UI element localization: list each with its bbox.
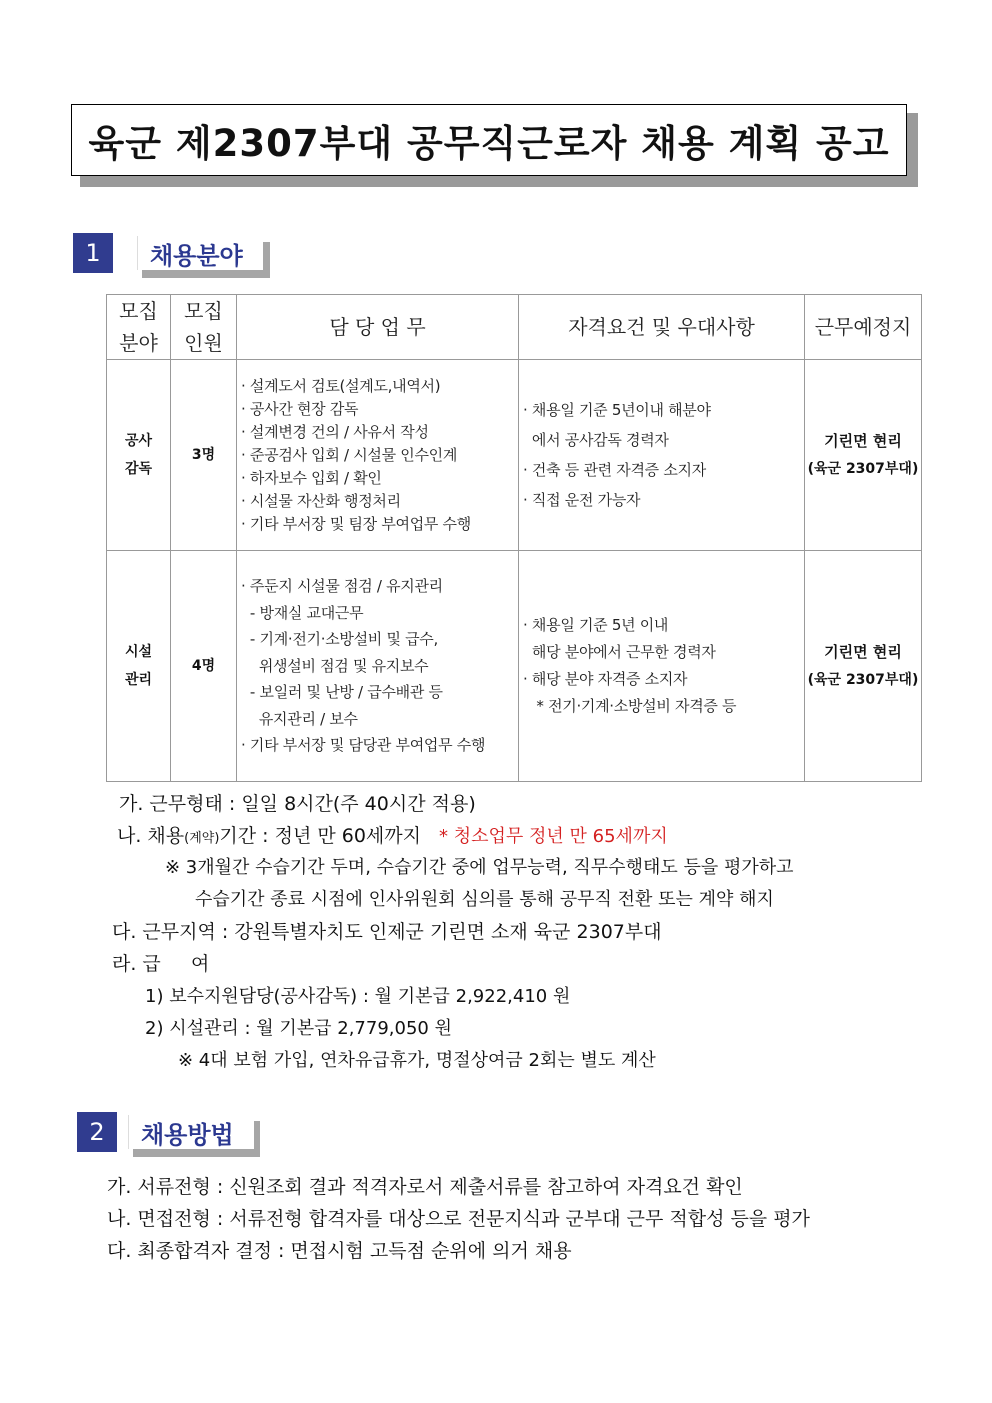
row1-duties	[237, 360, 519, 551]
row1-location-line2: (육군 2307부대)	[807, 461, 919, 477]
section1-number: 1	[73, 233, 113, 273]
section2-number: 2	[77, 1112, 117, 1152]
row2-count: 4명	[171, 551, 237, 782]
list-item: · 채용일 기준 5년이내 해분야	[523, 401, 711, 419]
row1-field	[107, 360, 171, 551]
list-item: · 설계변경 건의 / 사유서 작성	[241, 422, 429, 441]
list-item: · 해당 분야 자격증 소지자	[523, 670, 688, 688]
list-item: · 설계도서 검토(설계도,내역서)	[241, 376, 441, 395]
header-field	[107, 295, 171, 360]
header-location: 근무예정지	[805, 295, 922, 360]
list-item: 유지관리 / 보수	[241, 709, 358, 728]
section2-heading-text: 채용방법	[141, 1120, 234, 1149]
table-row	[107, 551, 922, 782]
note-na-remark2: 수습기간 종료 시점에 인사위원회 심의를 통해 공무직 전환 또는 계약 해지	[195, 889, 774, 910]
table-header-row	[107, 295, 922, 360]
list-item: · 하자보수 입회 / 확인	[241, 468, 382, 487]
row2-field	[107, 551, 171, 782]
title-box	[71, 104, 907, 176]
row1-location-line1: 기린면 현리	[824, 432, 902, 450]
note-ra-1: 1) 보수지원담당(공사감독) : 월 기본급 2,922,410 원	[145, 986, 571, 1007]
header-count-line2: 인원	[184, 331, 223, 355]
page-title: 육군 제2307부대 공무직근로자 채용 계획 공고	[88, 122, 890, 165]
note-na-main: 기간 : 정년 만 60세까지	[219, 825, 421, 847]
section1-heading	[137, 236, 263, 270]
note-na-remark1: ※ 3개월간 수습기간 두며, 수습기간 중에 업무능력, 직무수행태도 등을 평가하고	[165, 857, 794, 878]
header-field-line2: 분야	[119, 331, 158, 355]
row1-requirements	[519, 360, 805, 551]
list-item: - 방재실 교대근무	[241, 603, 364, 622]
note-na	[117, 821, 668, 848]
header-count	[171, 295, 237, 360]
list-item: 해당 분야에서 근무한 경력자	[523, 643, 716, 661]
row2-field-line2: 관리	[124, 672, 153, 688]
list-item: · 준공검사 입회 / 시설물 인수인계	[241, 445, 458, 464]
list-item: - 보일러 및 난방 / 급수배관 등	[241, 683, 443, 702]
method-item-1: 가. 서류전형 : 신원조회 결과 적격자로서 제출서류를 참고하여 자격요건 확인	[107, 1176, 743, 1198]
row1-location	[805, 360, 922, 551]
note-ra-remark: ※ 4대 보험 가입, 연차유급휴가, 명절상여금 2회는 별도 계산	[178, 1050, 656, 1071]
row2-location	[805, 551, 922, 782]
recruitment-table	[106, 294, 922, 782]
header-requirements: 자격요건 및 우대사항	[519, 295, 805, 360]
list-item: · 직접 운전 가능자	[523, 491, 641, 509]
table-row	[107, 360, 922, 551]
row2-requirements	[519, 551, 805, 782]
list-item: * 전기·기계·소방설비 자격증 등	[523, 697, 737, 715]
row1-count: 3명	[171, 360, 237, 551]
list-item: - 기계·전기·소방설비 및 급수,	[241, 630, 438, 649]
row2-location-line2: (육군 2307부대)	[807, 672, 919, 688]
list-item: · 건축 등 관련 자격증 소지자	[523, 461, 706, 479]
list-item: 위생설비 점검 및 유지보수	[241, 656, 429, 675]
method-item-2: 나. 면접전형 : 서류전형 합격자를 대상으로 전문지식과 군부대 근무 적합성 등을 평가	[107, 1208, 810, 1230]
list-item: · 주둔지 시설물 점검 / 유지관리	[241, 577, 443, 596]
row1-requirements-list	[519, 395, 804, 515]
list-item: · 공사간 현장 감독	[241, 399, 359, 418]
row2-duties-list	[237, 573, 518, 759]
method-item-3: 다. 최종합격자 결정 : 면접시험 고득점 순위에 의거 채용	[107, 1240, 572, 1262]
list-item: · 기타 부서장 및 팀장 부여업무 수행	[241, 514, 471, 533]
list-item: · 기타 부서장 및 담당관 부여업무 수행	[241, 736, 486, 755]
row2-requirements-list	[519, 612, 804, 720]
list-item: 에서 공사감독 경력자	[523, 431, 669, 449]
header-count-line1: 모집	[184, 299, 223, 323]
row1-duties-list	[237, 375, 518, 536]
note-ga: 가. 근무형태 : 일일 8시간(주 40시간 적용)	[119, 793, 476, 815]
note-ra: 라. 급 여	[112, 953, 210, 975]
list-item: · 채용일 기준 5년 이내	[523, 616, 669, 634]
note-na-prefix: 나. 채용	[117, 825, 185, 847]
note-ra-2: 2) 시설관리 : 월 기본급 2,779,050 원	[145, 1018, 452, 1039]
section1-heading-text: 채용분야	[150, 241, 243, 270]
note-na-red: * 청소업무 정년 만 65세까지	[439, 826, 668, 847]
row1-field-line2: 감독	[124, 461, 153, 477]
row2-duties	[237, 551, 519, 782]
row1-field-line1: 공사	[124, 433, 153, 449]
row2-location-line1: 기린면 현리	[824, 643, 902, 661]
section2-heading	[128, 1115, 254, 1149]
row2-field-line1: 시설	[124, 644, 153, 660]
header-field-line1: 모집	[119, 299, 158, 323]
list-item: · 시설물 자산화 행정처리	[241, 491, 401, 510]
header-duties: 담 당 업 무	[237, 295, 519, 360]
note-na-small: (계약)	[184, 831, 220, 846]
note-da: 다. 근무지역 : 강원특별자치도 인제군 기린면 소재 육군 2307부대	[112, 921, 662, 943]
